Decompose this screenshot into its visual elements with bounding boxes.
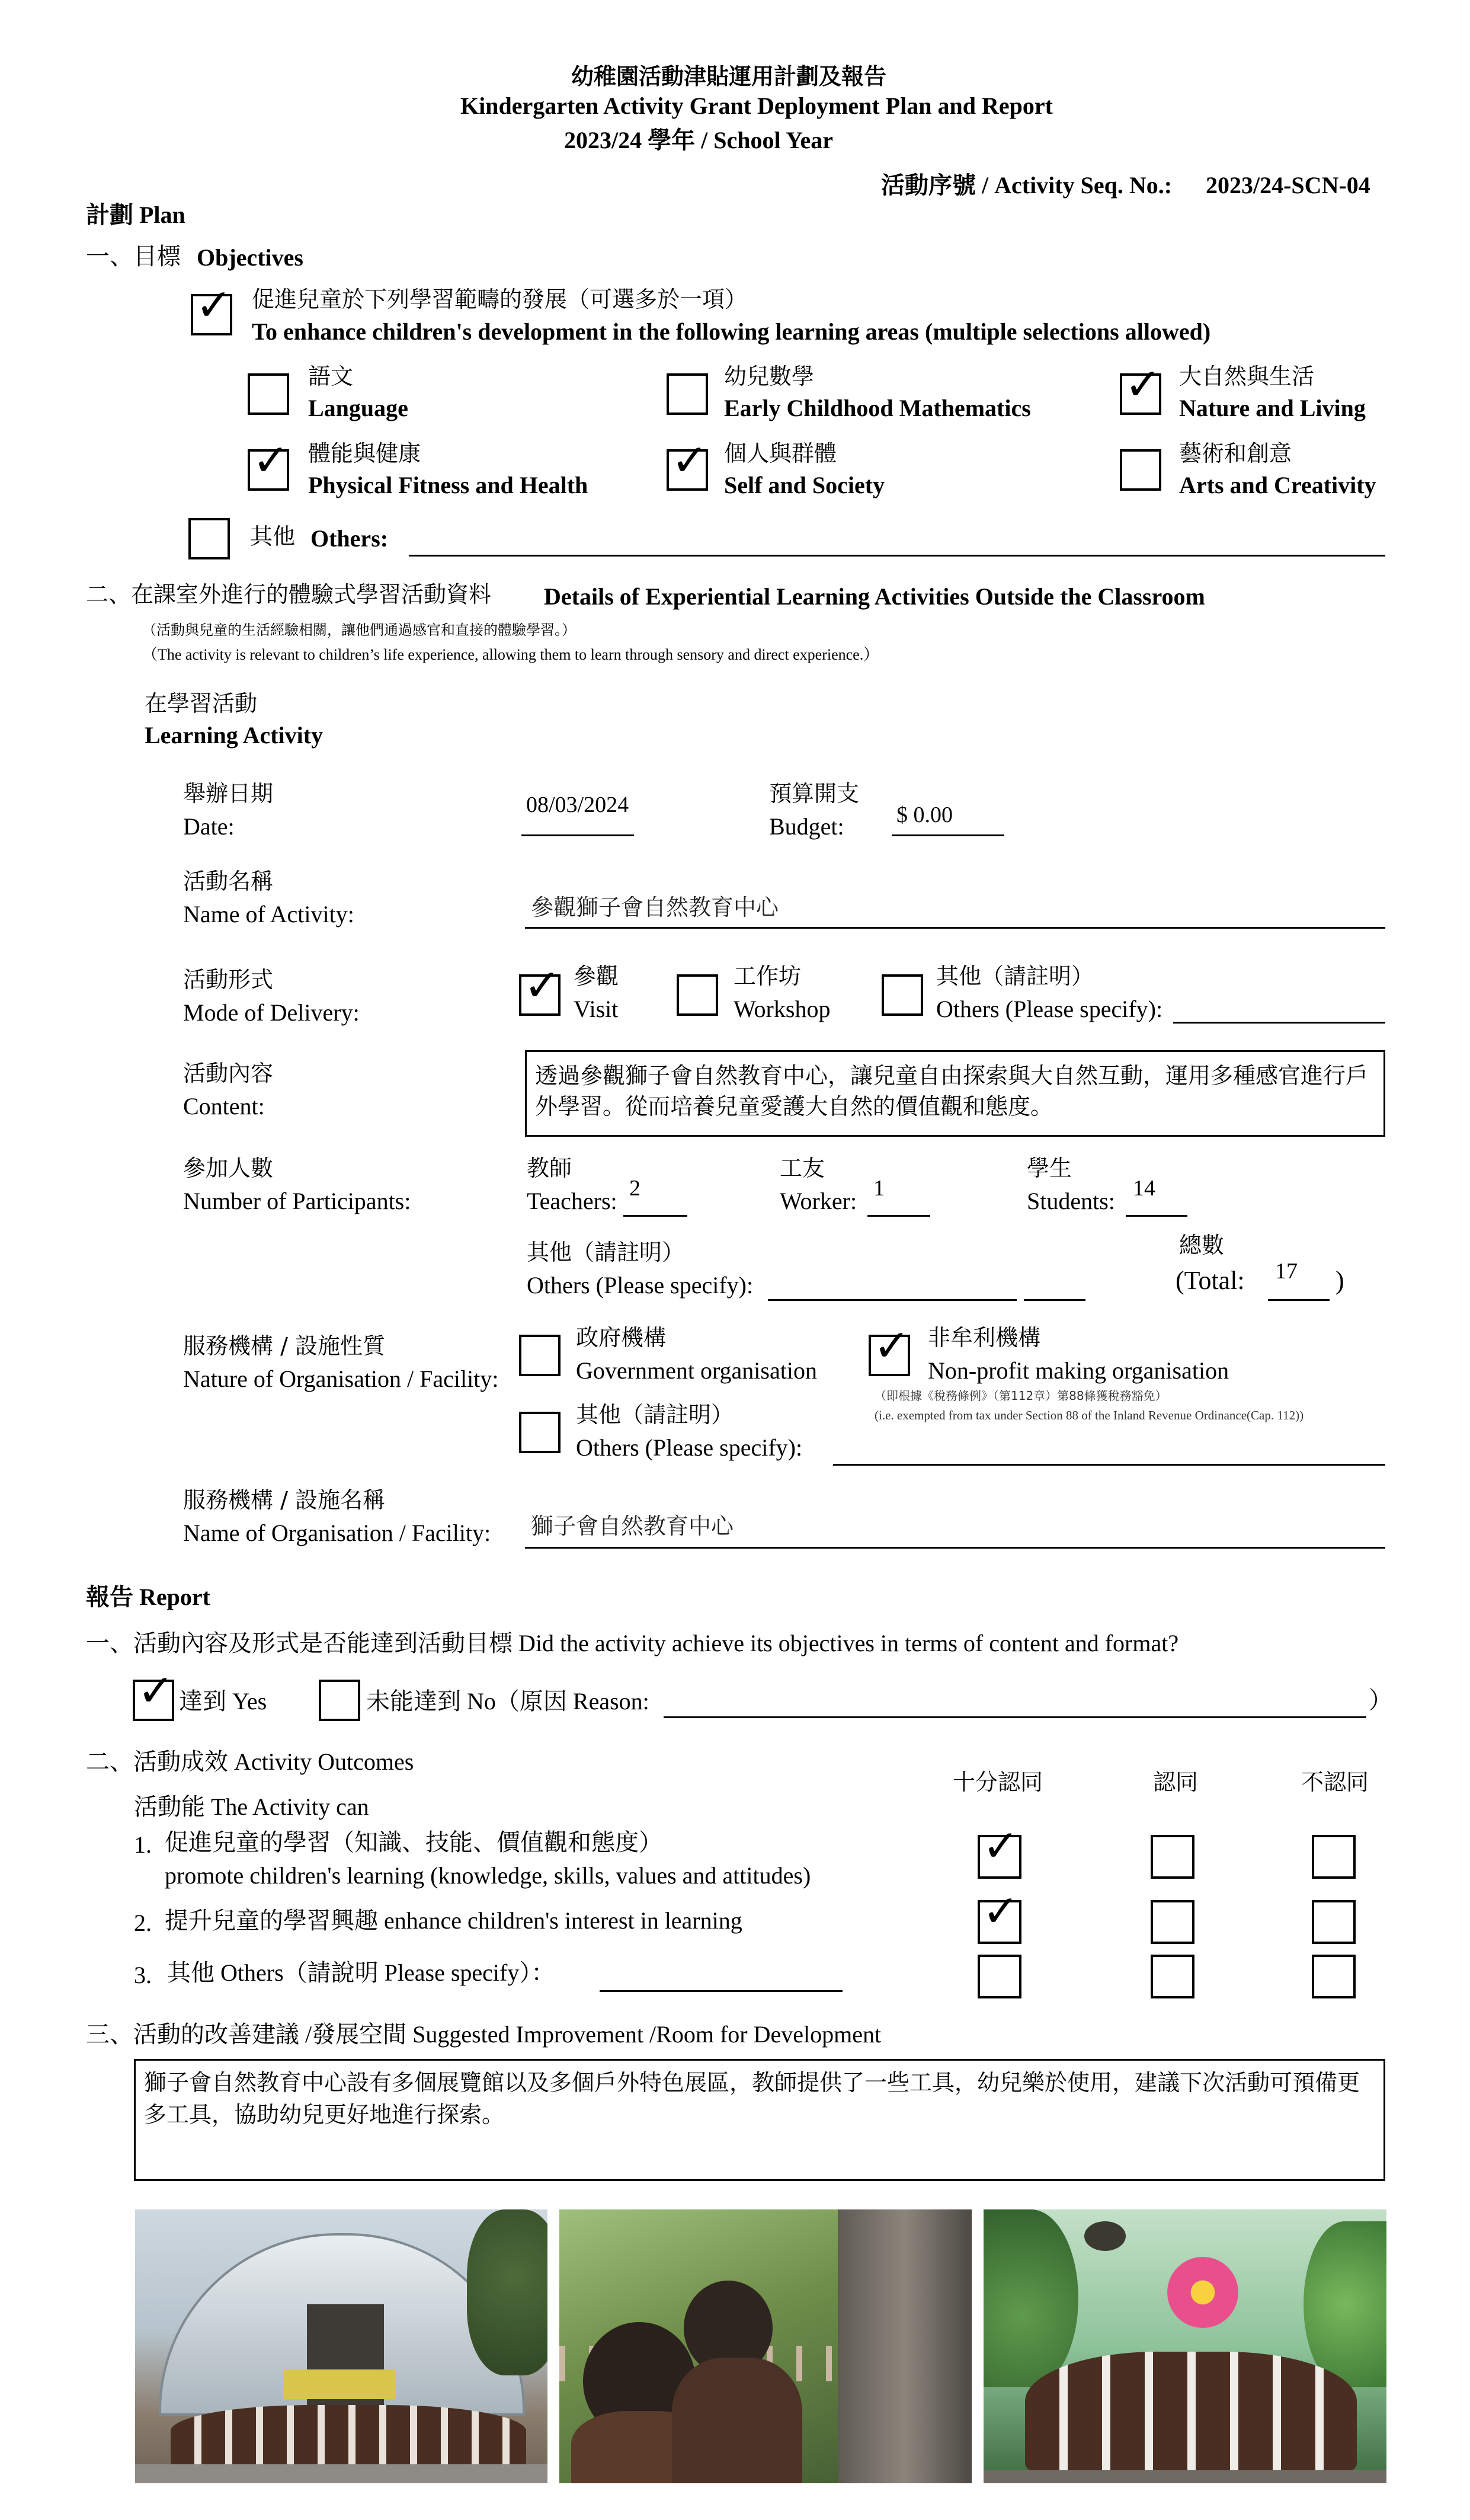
report-q3: 三、活動的改善建議 /發展空間 Suggested Improvement /Room for Development xyxy=(86,2021,882,2048)
outcome-1-agree-checkbox[interactable] xyxy=(1151,1835,1194,1879)
outcome-3-num: 3. xyxy=(134,1962,152,1988)
area-nature-zh: 大自然與生活 xyxy=(1179,363,1315,389)
objectives-others-en: Others: xyxy=(310,525,389,552)
mode-others-line[interactable] xyxy=(1173,1022,1385,1024)
org-name-label-zh: 服務機構 / 設施名稱 xyxy=(183,1487,385,1513)
activity-name-value: 參觀獅子會自然教育中心 xyxy=(531,894,779,920)
scale-agree: 認同 xyxy=(1153,1769,1199,1795)
outcome-2-strongly-agree-checkbox[interactable] xyxy=(978,1886,1021,1944)
tree-trunk-icon xyxy=(838,2209,972,2483)
area-language-zh: 語文 xyxy=(308,363,354,389)
teachers-value: 2 xyxy=(629,1176,640,1201)
students-label-en: Students: xyxy=(1027,1188,1115,1214)
check-mark-icon: ✓ xyxy=(196,280,233,331)
total-value: 17 xyxy=(1275,1259,1298,1284)
check-mark-icon: ✓ xyxy=(524,960,561,1011)
worker-label-en: Worker: xyxy=(780,1188,857,1214)
banner-icon xyxy=(283,2369,396,2399)
mode-workshop-en: Workshop xyxy=(734,996,831,1022)
outcome-3-specify-line[interactable] xyxy=(600,1990,843,1992)
objectives-others-line[interactable] xyxy=(409,555,1385,557)
org-nonprofit-note-en: (i.e. exempted from tax under Section 88 of the Inland Revenue Ordinance(Cap. 112)) xyxy=(875,1408,1304,1422)
total-line[interactable] xyxy=(1268,1299,1330,1301)
area-language-en: Language xyxy=(308,395,408,421)
students-value: 14 xyxy=(1133,1176,1155,1201)
seq-label: 活動序號 / Activity Seq. No.: xyxy=(881,172,1173,199)
participants-others-line[interactable] xyxy=(768,1299,1017,1301)
area-arts-checkbox[interactable] xyxy=(1120,449,1161,491)
outcome-3-disagree-checkbox[interactable] xyxy=(1312,1955,1356,1998)
ground-icon xyxy=(135,2464,547,2483)
worker-value: 1 xyxy=(873,1176,885,1201)
check-mark-icon: ✓ xyxy=(1125,359,1162,410)
check-mark-icon: ✓ xyxy=(982,1886,1020,1937)
content-label-zh: 活動內容 xyxy=(183,1060,274,1086)
total-close: ) xyxy=(1336,1266,1344,1295)
scale-disagree: 不認同 xyxy=(1301,1769,1369,1795)
org-government-zh: 政府機構 xyxy=(576,1325,667,1351)
photo-children-observing-tree xyxy=(559,2209,972,2483)
objectives-heading-en: Objectives xyxy=(197,244,303,271)
org-government-en: Government organisation xyxy=(576,1357,817,1384)
participants-others-en: Others (Please specify): xyxy=(527,1272,754,1299)
outcome-1-zh: 促進兒童的學習（知識、技能、價值觀和態度） xyxy=(165,1829,662,1856)
photo-group-at-insect-exhibit xyxy=(984,2209,1386,2483)
objectives-others-checkbox[interactable] xyxy=(188,518,230,559)
improvement-box[interactable] xyxy=(134,2059,1385,2181)
photo-group-at-building xyxy=(135,2209,547,2483)
area-math-checkbox[interactable] xyxy=(667,373,708,415)
outcome-1-num: 1. xyxy=(134,1831,152,1858)
org-name-line[interactable] xyxy=(525,1547,1385,1549)
content-label-en: Content: xyxy=(183,1093,265,1120)
activity-name-label-en: Name of Activity: xyxy=(183,901,354,928)
area-physical-en: Physical Fitness and Health xyxy=(308,472,588,498)
outcome-2-disagree-checkbox[interactable] xyxy=(1312,1900,1356,1944)
beetle-icon xyxy=(1084,2221,1126,2251)
org-others-line[interactable] xyxy=(833,1464,1385,1466)
org-name-label-en: Name of Organisation / Facility: xyxy=(183,1520,491,1546)
objectives-main-checkbox[interactable] xyxy=(191,280,233,335)
objectives-heading-zh: 一、目標 xyxy=(86,243,181,270)
teachers-line[interactable] xyxy=(623,1215,687,1217)
objectives-others-zh: 其他 xyxy=(250,523,296,549)
details-heading-zh: 二、在課室外進行的體驗式學習活動資料 xyxy=(86,581,492,607)
date-label-zh: 舉辦日期 xyxy=(183,781,274,807)
report-q2: 二、活動成效 Activity Outcomes xyxy=(86,1748,414,1775)
students-label-zh: 學生 xyxy=(1027,1155,1072,1181)
report-yes-checkbox[interactable] xyxy=(133,1665,175,1721)
total-label-en: (Total: xyxy=(1176,1266,1245,1295)
org-nature-label-en: Nature of Organisation / Facility: xyxy=(183,1365,499,1392)
report-no-label: 未能達到 No（原因 Reason: xyxy=(366,1688,649,1715)
mode-others-zh: 其他（請註明） xyxy=(936,963,1094,989)
worker-label-zh: 工友 xyxy=(780,1155,825,1181)
flower-decoration-icon xyxy=(1161,2251,1244,2334)
area-arts-en: Arts and Creativity xyxy=(1179,472,1376,498)
leaf-decoration-icon xyxy=(984,2209,1078,2387)
mode-others-en: Others (Please specify): xyxy=(936,996,1163,1022)
area-physical-checkbox[interactable] xyxy=(248,435,290,491)
budget-value: $ 0.00 xyxy=(896,802,953,827)
improvement-text: 獅子會自然教育中心設有多個展覽館以及多個戶外特色展區，教師提供了一些工具，幼兒樂於使用，建議下次活動可預備更多工具，協助幼兒更好地進行探索。 xyxy=(144,2070,1360,2128)
org-nature-label-zh: 服務機構 / 設施性質 xyxy=(183,1333,385,1359)
mode-visit-checkbox[interactable] xyxy=(519,960,561,1016)
area-society-checkbox[interactable] xyxy=(667,435,709,491)
org-name-value: 獅子會自然教育中心 xyxy=(531,1513,734,1539)
budget-field-line[interactable] xyxy=(892,834,1004,836)
leaf-decoration-icon xyxy=(1304,2221,1386,2387)
participants-label-en: Number of Participants: xyxy=(183,1188,411,1214)
students-line[interactable] xyxy=(1126,1215,1187,1217)
mode-workshop-checkbox[interactable] xyxy=(677,974,718,1016)
report-no-reason-line[interactable] xyxy=(664,1716,1366,1718)
details-heading-en: Details of Experiential Learning Activities Outside the Classroom xyxy=(544,583,1205,610)
org-nonprofit-note-zh: （即根據《稅務條例》（第112章）第88條獲稅務豁免） xyxy=(875,1389,1167,1403)
area-math-zh: 幼兒數學 xyxy=(724,363,815,389)
org-government-checkbox[interactable] xyxy=(519,1335,561,1376)
outcome-1-en: promote children's learning (knowledge, skills, values and attitudes) xyxy=(165,1862,811,1889)
details-note-en: （The activity is relevant to children’s life experience, allowing them to learn through sensory and direct experience.） xyxy=(142,646,879,663)
report-no-close: ） xyxy=(1369,1687,1392,1713)
tree-icon xyxy=(467,2209,547,2375)
outcome-1-disagree-checkbox[interactable] xyxy=(1312,1835,1356,1879)
mode-others-checkbox[interactable] xyxy=(882,974,923,1016)
participants-label-zh: 參加人數 xyxy=(183,1155,274,1181)
content-value: 透過參觀獅子會自然教育中心，讓兒童自由探索與大自然互動，運用多種感官進行戶外學習。從而培養兒童愛護大自然的價值觀和態度。 xyxy=(535,1063,1369,1120)
objectives-main-zh: 促進兒童於下列學習範疇的發展（可選多於一項） xyxy=(252,286,748,312)
objectives-main-en: To enhance children's development in the following learning areas (multiple selections allowed) xyxy=(252,318,1211,345)
check-mark-icon: ✓ xyxy=(982,1821,1020,1872)
mode-workshop-zh: 工作坊 xyxy=(734,963,802,989)
outcome-3-agree-checkbox[interactable] xyxy=(1151,1955,1194,1998)
title-zh: 幼稚園活動津貼運用計劃及報告 xyxy=(571,63,887,89)
budget-label-zh: 預算開支 xyxy=(769,781,860,807)
budget-label-en: Budget: xyxy=(769,813,844,840)
outcome-2-agree-checkbox[interactable] xyxy=(1151,1900,1194,1944)
area-language-checkbox[interactable] xyxy=(248,373,289,415)
teachers-label-zh: 教師 xyxy=(527,1155,572,1181)
report-yes-label: 達到 Yes xyxy=(179,1688,267,1715)
area-math-en: Early Childhood Mathematics xyxy=(724,395,1031,421)
report-no-checkbox[interactable] xyxy=(319,1680,360,1721)
title-en: Kindergarten Activity Grant Deployment Plan and Report xyxy=(460,92,1053,119)
school-year: 2023/24 學年 / School Year xyxy=(564,127,834,153)
org-nonprofit-checkbox[interactable] xyxy=(869,1320,911,1376)
check-mark-icon: ✓ xyxy=(873,1320,911,1371)
date-value: 08/03/2024 xyxy=(526,792,629,817)
seq-value: 2023/24-SCN-04 xyxy=(1206,172,1370,199)
org-nonprofit-zh: 非牟利機構 xyxy=(928,1325,1041,1351)
scale-strongly-agree: 十分認同 xyxy=(953,1769,1043,1795)
area-society-zh: 個人與群體 xyxy=(724,440,837,466)
org-others-en: Others (Please specify): xyxy=(576,1434,803,1461)
child-figure-icon xyxy=(171,2405,526,2470)
report-q1: 一、活動內容及形式是否能達到活動目標 Did the activity achieve its objectives in terms of content and format? xyxy=(86,1630,1179,1656)
area-society-en: Self and Society xyxy=(724,472,885,498)
area-arts-zh: 藝術和創意 xyxy=(1179,440,1292,466)
date-field-line[interactable] xyxy=(521,834,634,836)
floor-icon xyxy=(984,2470,1386,2483)
org-others-zh: 其他（請註明） xyxy=(576,1402,734,1428)
outcome-2-num: 2. xyxy=(134,1910,152,1936)
content-box[interactable] xyxy=(525,1050,1385,1137)
child-figure-icon xyxy=(1025,2352,1357,2476)
mode-label-en: Mode of Delivery: xyxy=(183,999,360,1026)
check-mark-icon: ✓ xyxy=(137,1665,175,1716)
outcome-2-text: 提升兒童的學習興趣 enhance children's interest in learning xyxy=(165,1907,742,1934)
learning-activity-en: Learning Activity xyxy=(145,722,324,749)
outcome-3-text: 其他 Others（請說明 Please specify）： xyxy=(167,1959,555,1986)
report-heading: 報告 Report xyxy=(86,1584,210,1610)
activity-can-label: 活動能 The Activity can xyxy=(134,1793,369,1820)
child-body-icon xyxy=(672,2358,802,2483)
activity-name-line[interactable] xyxy=(525,927,1385,929)
participants-others-count-line[interactable] xyxy=(1024,1299,1085,1301)
mode-label-zh: 活動形式 xyxy=(183,967,274,993)
participants-others-zh: 其他（請註明） xyxy=(527,1239,685,1265)
outcome-1-strongly-agree-checkbox[interactable] xyxy=(978,1821,1021,1879)
teachers-label-en: Teachers: xyxy=(527,1188,617,1214)
date-label-en: Date: xyxy=(183,813,235,840)
area-nature-en: Nature and Living xyxy=(1179,395,1366,421)
area-physical-zh: 體能與健康 xyxy=(308,440,421,466)
mode-visit-zh: 參觀 xyxy=(574,963,619,989)
area-nature-checkbox[interactable] xyxy=(1120,359,1162,415)
mode-visit-en: Visit xyxy=(574,996,619,1022)
outcome-3-strongly-agree-checkbox[interactable] xyxy=(978,1955,1021,1998)
total-label-zh: 總數 xyxy=(1179,1232,1225,1258)
worker-line[interactable] xyxy=(867,1215,930,1217)
org-others-checkbox[interactable] xyxy=(519,1412,561,1453)
check-mark-icon: ✓ xyxy=(252,435,290,486)
check-mark-icon: ✓ xyxy=(671,435,709,486)
details-note-zh: （活動與兒童的生活經驗相關，讓他們通過感官和直接的體驗學習。） xyxy=(142,622,576,638)
plan-heading: 計劃 Plan xyxy=(86,202,185,228)
learning-activity-zh: 在學習活動 xyxy=(145,690,258,717)
activity-name-label-zh: 活動名稱 xyxy=(183,868,274,894)
org-nonprofit-en: Non-profit making organisation xyxy=(928,1357,1229,1384)
